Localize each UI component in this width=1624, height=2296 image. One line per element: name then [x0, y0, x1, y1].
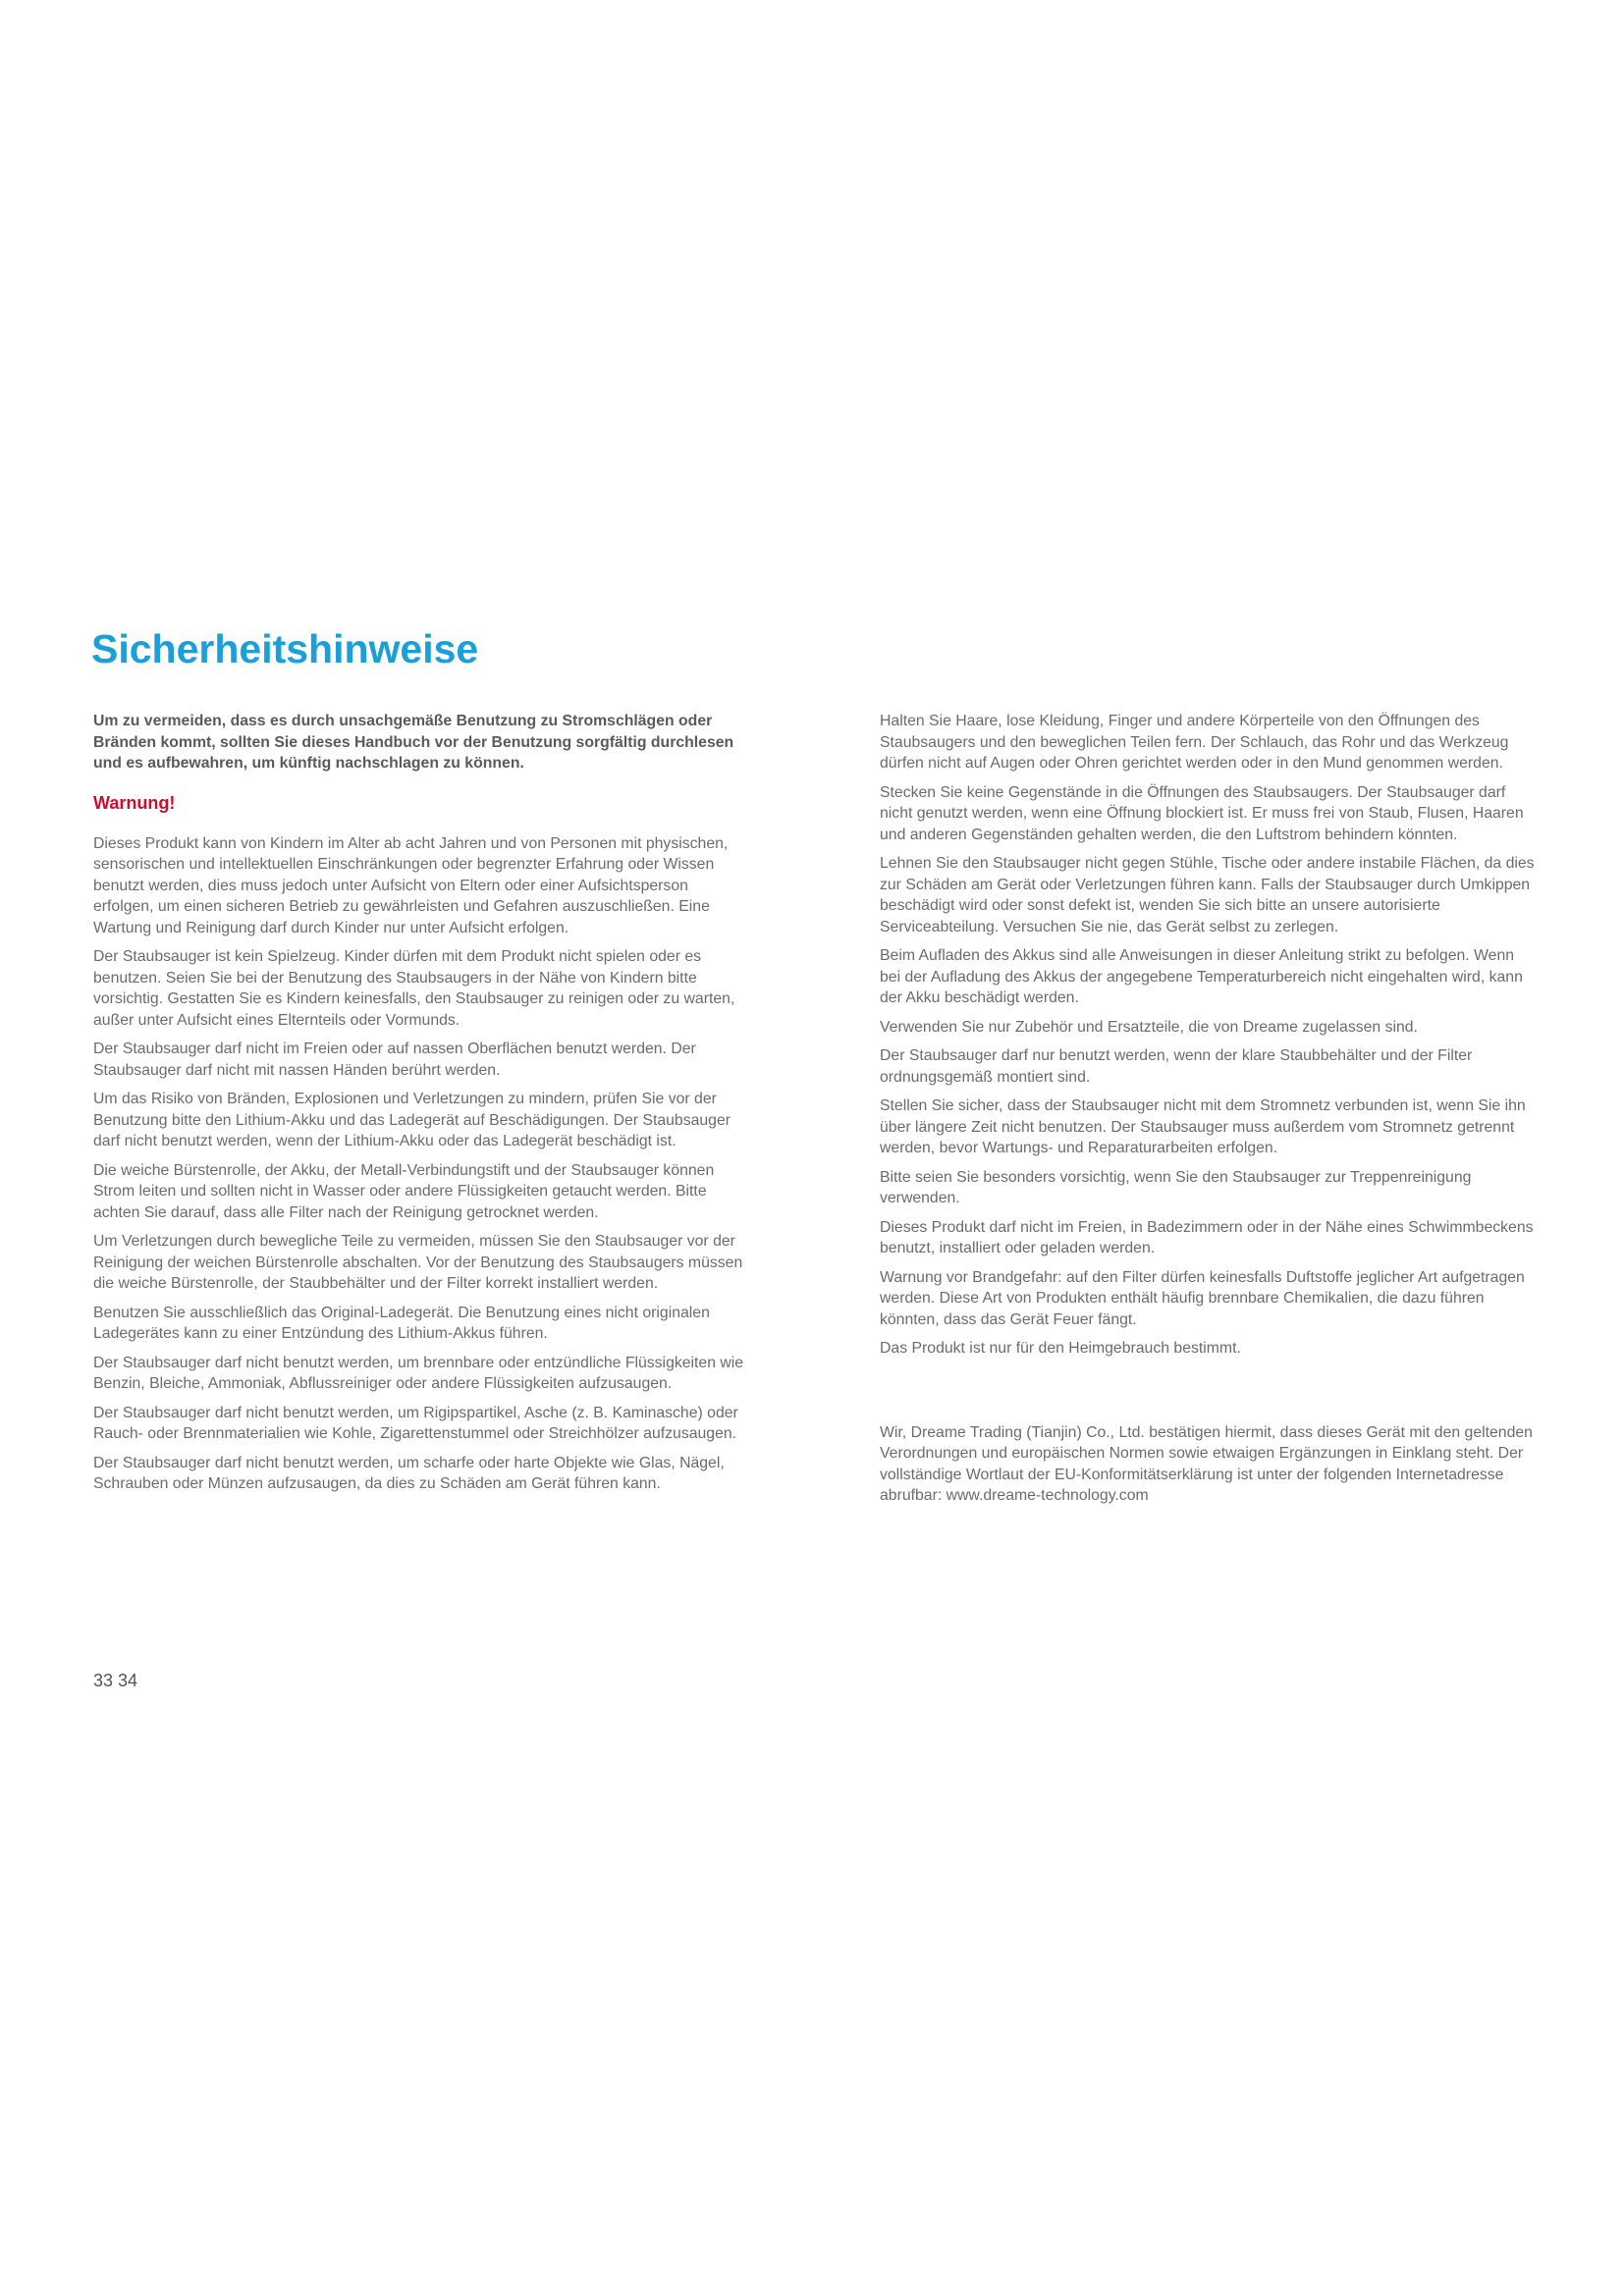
safety-paragraph: Bitte seien Sie besonders vorsichtig, wenn Sie den Staubsauger zur Treppenreinigung verwenden. — [880, 1168, 1472, 1206]
safety-paragraph: Stecken Sie keine Gegenstände in die Öffnungen des Staubsaugers. Der Staubsauger darf nicht genutzt werden, wenn eine Öffnung blockiert ist. Er muss frei von Staub, Flusen, Haaren und anderen Gegenständen gehalten werden, die den Luftstrom behindern könnten. — [880, 783, 1524, 843]
safety-paragraph: Lehnen Sie den Staubsauger nicht gegen Stühle, Tische oder andere instabile Flächen, da dies zur Schäden am Gerät oder Verletzungen führen kann. Falls der Staubsauger durch Umkippen beschädigt wird oder sonst defekt ist, wenden Sie sich bitte an unsere autorisierte Serviceabteilung. Versuchen Sie nie, das Gerät selbst zu zerlegen. — [880, 855, 1535, 935]
safety-paragraph: Der Staubsauger ist kein Spielzeug. Kinder dürfen mit dem Produkt nicht spielen oder es benutzen. Seien Sie bei der Benutzung des Staubsaugers in der Nähe von Kindern bitte vorsichtig. Gestatten Sie es Kindern keinesfalls, den Staubsauger zu reinigen oder zu warten, außer unter Aufsicht eines Elternteils oder Vormunds. — [93, 948, 735, 1029]
safety-paragraph: Der Staubsauger darf nur benutzt werden, wenn der klare Staubbehälter und der Filter ordnungsgemäß montiert sind. — [880, 1047, 1473, 1086]
safety-paragraph: Die weiche Bürstenrolle, der Akku, der Metall-Verbindungstift und der Staubsauger können Strom leiten und sollten nicht in Wasser oder andere Flüssigkeiten getaucht werden. Bitte achten Sie darauf, dass alle Filter nach der Reinigung getrocknet werden. — [93, 1161, 715, 1221]
safety-paragraph: Der Staubsauger darf nicht benutzt werden, um scharfe oder harte Objekte wie Glas, Nägel, Schrauben oder Münzen aufzusaugen, da dies zu Schäden am Gerät führen kann. — [93, 1454, 725, 1492]
safety-paragraph: Der Staubsauger darf nicht benutzt werden, um Rigipspartikel, Asche (z. B. Kaminasche) oder Rauch- oder Brennmaterialien wie Kohle, Zigarettenstummel oder Streichhölzer aufzusaugen. — [93, 1404, 738, 1442]
intro-text: Um zu vermeiden, dass es durch unsachgemäße Benutzung zu Stromschlägen oder Bränden kommt, sollten Sie dieses Handbuch vor der Benutzung sorgfältig durchlesen und es aufbewahren, um künftig nachschlagen zu können. — [93, 713, 734, 772]
safety-paragraph: Verwenden Sie nur Zubehör und Ersatzteile, die von Dreame zugelassen sind. — [880, 1018, 1418, 1036]
page-title: Sicherheitshinweise — [91, 626, 479, 671]
right-column — [880, 711, 1538, 1515]
safety-paragraph: Beim Aufladen des Akkus sind alle Anweisungen in dieser Anleitung strikt zu befolgen. Wenn bei der Aufladung des Akkus der angegebene Temperaturbereich nicht eingehalten wird, kann der Akku beschädigt werden. — [880, 947, 1523, 1006]
safety-paragraph: Der Staubsauger darf nicht benutzt werden, um brennbare oder entzündliche Flüssigkeiten wie Benzin, Bleiche, Ammoniak, Abflussreiniger oder andere Flüssigkeiten aufzusaugen. — [93, 1354, 744, 1392]
safety-paragraph: Warnung vor Brandgefahr: auf den Filter dürfen keinesfalls Duftstoffe jeglicher Art aufgetragen werden. Diese Art von Produkten enthält häufig brennbare Chemikalien, die dazu führen könnten, dass das Gerät Feuer fängt. — [880, 1268, 1525, 1328]
safety-paragraph: Dieses Produkt kann von Kindern im Alter ab acht Jahren und von Personen mit physischen, sensorischen und intellektuellen Einschränkungen oder begrenzter Erfahrung oder Wissen benutzt werden, dies muss jedoch unter Aufsicht von Eltern oder einer Aufsichtsperson erfolgen, um einen sicheren Betrieb zu gewährleisten und Gefahren auszuschließen. Eine Wartung und Reinigung darf durch Kinder nur unter Aufsicht erfolgen. — [93, 834, 729, 936]
left-column — [93, 711, 751, 1503]
safety-paragraph: Dieses Produkt darf nicht im Freien, in Badezimmern oder in der Nähe eines Schwimmbeckens benutzt, installiert oder geladen werden. — [880, 1218, 1534, 1256]
safety-paragraph: Halten Sie Haare, lose Kleidung, Finger und andere Körperteile von den Öffnungen des Staubsaugers und den beweglichen Teilen fern. Der Schlauch, das Rohr und das Werkzeug dürfen nicht auf Augen oder Ohren gerichtet werden oder in den Mund genommen werden. — [880, 713, 1509, 772]
safety-paragraph: Der Staubsauger darf nicht im Freien oder auf nassen Oberflächen benutzt werden. Der Staubsauger darf nicht mit nassen Händen berührt werden. — [93, 1041, 696, 1079]
safety-paragraph: Um Verletzungen durch bewegliche Teile zu vermeiden, müssen Sie den Staubsauger vor der Reinigung der weichen Bürstenrolle abschalten. Vor der Benutzung des Staubsaugers müssen die weiche Bürstenrolle, der Staubbehälter und der Filter korrekt installiert werden. — [93, 1233, 743, 1292]
safety-paragraph: Stellen Sie sicher, dass der Staubsauger nicht mit dem Stromnetz verbunden ist, wenn Sie ihn über längere Zeit nicht benutzen. Der Staubsauger muss außerdem vom Stromnetz getrennt werden, bevor Wartungs- und Reparaturarbeiten erfolgen. — [880, 1097, 1526, 1156]
eu-declaration-text: Wir, Dreame Trading (Tianjin) Co., Ltd. bestätigen hiermit, dass dieses Gerät mit den geltenden Verordnungen und europäischen Normen sowie etwaigen Ergänzungen in Einklang steht. Der vollständige Wortlaut der EU-Konformitätserklärung ist unter der folgenden Internetadresse abrufbar: www.dreame-technology.com — [880, 1423, 1533, 1504]
page-numbers: 33 34 — [93, 1671, 138, 1690]
safety-paragraph: Das Produkt ist nur für den Heimgebrauch bestimmt. — [880, 1340, 1241, 1357]
safety-paragraph: Benutzen Sie ausschließlich das Original-Ladegerät. Die Benutzung eines nicht originalen Ladegerätes kann zu einer Entzündung des Lithium-Akkus führen. — [93, 1304, 710, 1342]
warning-heading: Warnung! — [93, 792, 176, 813]
safety-paragraph: Um das Risiko von Bränden, Explosionen und Verletzungen zu mindern, prüfen Sie vor der Benutzung bitte den Lithium-Akku und das Ladegerät auf Beschädigungen. Der Staubsauger darf nicht benutzt werden, wenn der Lithium-Akku oder das Ladegerät beschädigt ist. — [93, 1091, 731, 1149]
